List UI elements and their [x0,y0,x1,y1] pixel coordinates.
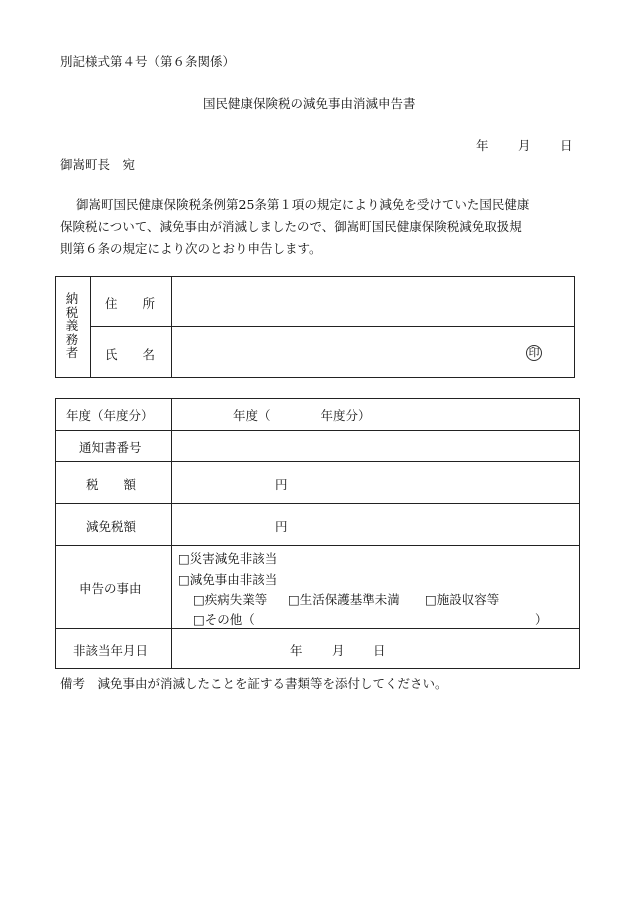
tax-amount-label: 税 額 [86,477,137,492]
address-field[interactable] [172,278,572,324]
fiscal-year-label: 年度（年度分） [66,408,154,423]
vertical-char: 納 [65,291,79,306]
vertical-char: 義 [65,318,79,333]
nonapplicable-month: 月 [332,643,345,658]
tax-amount-unit: 円 [275,477,288,492]
vertical-char: 務 [65,331,79,347]
seal-mark: 印 [526,345,542,361]
intro-line-2: 保険税について、減免事由が消滅しましたので、御嵩町国民健康保険税減免取扱規 [60,219,522,234]
address-label: 住 所 [105,296,156,311]
nonapplicable-year: 年 [290,643,303,658]
checkbox-other[interactable]: □その他（ [193,612,255,627]
taxpayer-row-divider [90,326,575,327]
intro-line-3: 則第６条の規定により次のとおり申告します。 [60,241,322,256]
vertical-char: 者 [65,345,79,360]
reduced-amount-field[interactable] [172,504,578,544]
name-field[interactable] [172,328,522,376]
taxpayer-vertical-label [62,292,82,360]
vertical-char: 税 [65,304,79,320]
document-title: 国民健康保険税の減免事由消滅申告書 [203,96,416,111]
checkbox-reduction[interactable]: □減免事由非該当 [178,572,278,587]
notice-number-field[interactable] [172,431,578,460]
reduced-amount-unit: 円 [275,519,288,534]
notice-number-label: 通知書番号 [79,440,142,455]
taxpayer-divider-1 [90,276,91,378]
date-day-label: 日 [560,138,573,153]
fiscal-year-value[interactable]: 年度（ 年度分） [233,408,371,423]
form-number: 別記様式第４号（第６条関係） [60,54,236,69]
name-label: 氏 名 [105,347,156,362]
checkbox-disaster[interactable]: □災害減免非該当 [178,551,278,566]
intro-line-1: 御嵩町国民健康保険税条例第25条第１項の規定により減免を受けていた国民健康 [76,197,530,212]
details-row-divider-4 [55,545,580,546]
nonapplicable-day: 日 [373,643,386,658]
tax-amount-field[interactable] [172,462,578,502]
nonapplicable-date-label: 非該当年月日 [73,643,149,658]
reason-label: 申告の事由 [79,581,142,596]
other-close-paren: ） [535,612,548,627]
date-year-label: 年 [476,138,489,153]
addressee: 御嵩町長 宛 [60,157,136,172]
checkbox-illness[interactable]: □疾病失業等 [193,592,268,607]
details-row-divider-5 [55,628,580,629]
date-month-label: 月 [518,138,531,153]
reduced-amount-label: 減免税額 [86,519,137,534]
checkbox-facility[interactable]: □施設収容等 [425,592,500,607]
checkbox-welfare[interactable]: □生活保護基準未満 [288,592,400,607]
remarks-note: 備考 減免事由が消滅したことを証する書類等を添付してください。 [60,676,448,691]
seal-icon [526,344,542,361]
